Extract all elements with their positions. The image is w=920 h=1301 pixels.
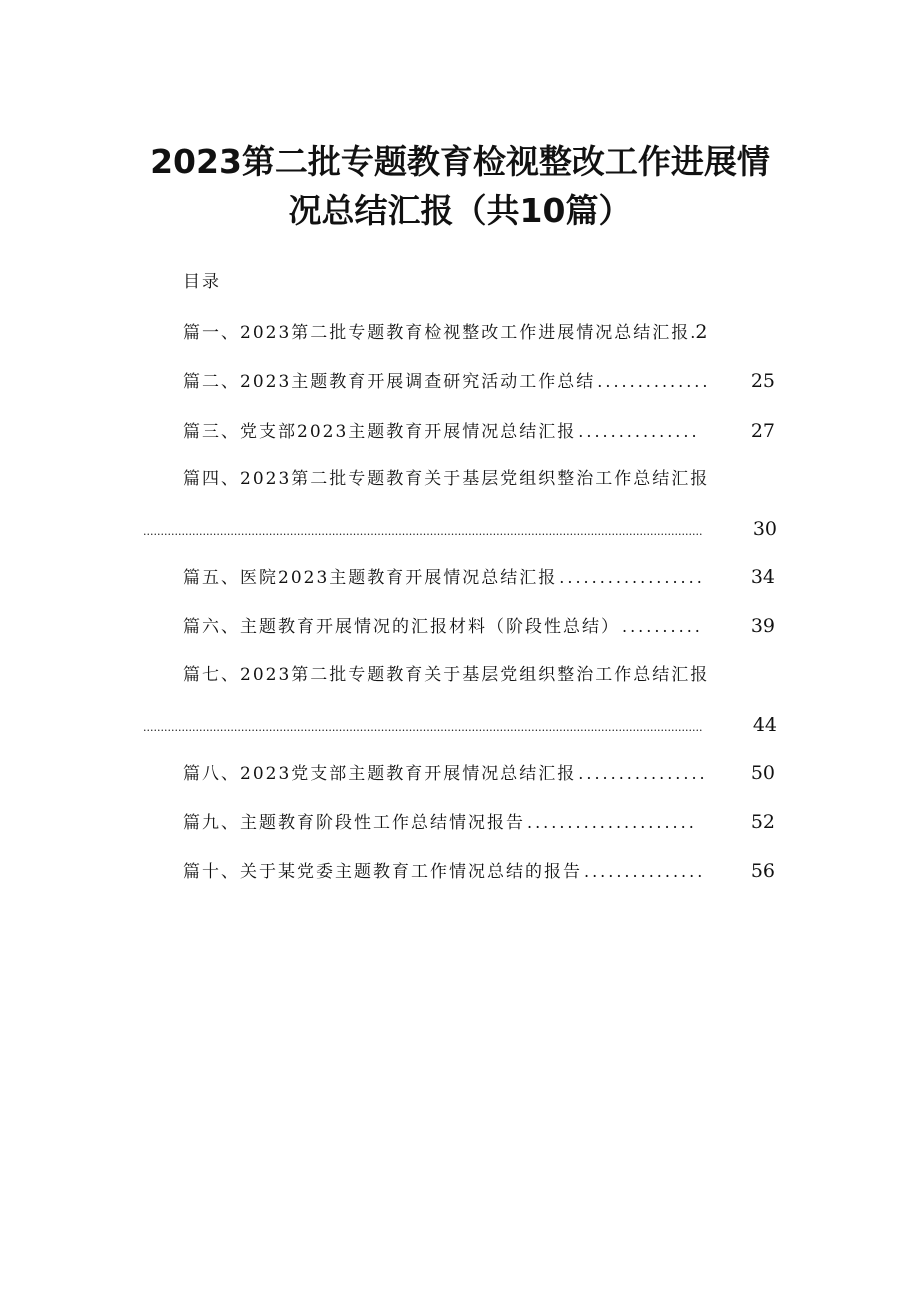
- toc-leader-dots: .....................: [527, 813, 697, 832]
- toc-page-number: 2: [695, 321, 708, 343]
- toc-entry-4-label[interactable]: 篇四、2023第二批专题教育关于基层党组织整治工作总结汇报: [183, 469, 710, 489]
- toc-entry-5[interactable]: [183, 564, 775, 590]
- toc-page-number: 30: [752, 518, 777, 540]
- toc-page-number: 27: [750, 420, 775, 442]
- toc-leader-dots: .: [690, 323, 696, 342]
- toc-leader-dots: ...............: [584, 862, 706, 881]
- toc-entry-6[interactable]: [183, 613, 775, 639]
- toc-entry-3[interactable]: [183, 418, 775, 444]
- toc-entry-label: 篇十、关于某党委主题教育工作情况总结的报告: [183, 862, 582, 882]
- toc-page-number: 25: [750, 370, 775, 392]
- toc-entry-label: 篇五、医院2023主题教育开展情况总结汇报: [183, 568, 558, 588]
- toc-page-number: 52: [750, 811, 775, 833]
- toc-entry-1[interactable]: [183, 319, 775, 345]
- document-title-line-2: 况总结汇报（共10篇）: [288, 191, 632, 230]
- toc-leader-dots: ..............: [597, 372, 711, 391]
- toc-leader-dots: ..........: [622, 617, 703, 636]
- toc-entry-10[interactable]: [183, 858, 775, 884]
- toc-entry-label: 篇六、主题教育开展情况的汇报材料（阶段性总结）: [183, 617, 620, 637]
- toc-entry-4-leader[interactable]: [143, 516, 777, 542]
- toc-entry-9[interactable]: [183, 809, 775, 835]
- toc-leader-dots: ...............: [578, 422, 700, 441]
- toc-leader-dots: ................................................................................................................................................................: [143, 721, 703, 734]
- toc-heading: 目录: [183, 272, 221, 292]
- toc-page-number: 39: [750, 615, 775, 637]
- toc-page-number: 44: [752, 714, 777, 736]
- toc-page-number: 34: [750, 566, 775, 588]
- toc-leader-dots: ..................: [559, 568, 705, 587]
- toc-entry-8[interactable]: [183, 760, 775, 786]
- toc-page-number: 50: [750, 762, 775, 784]
- toc-entry-7-label[interactable]: 篇七、2023第二批专题教育关于基层党组织整治工作总结汇报: [183, 665, 710, 685]
- toc-entry-label: 篇三、党支部2023主题教育开展情况总结汇报: [183, 422, 577, 442]
- toc-page-number: 56: [750, 860, 775, 882]
- toc-entry-label: 篇九、主题教育阶段性工作总结情况报告: [183, 813, 525, 833]
- toc-entry-2[interactable]: [183, 368, 775, 394]
- toc-entry-label: 篇一、2023第二批专题教育检视整改工作进展情况总结汇报: [183, 323, 691, 343]
- toc-entry-label: 篇二、2023主题教育开展调查研究活动工作总结: [183, 372, 596, 392]
- toc-entry-label: 篇八、2023党支部主题教育开展情况总结汇报: [183, 764, 577, 784]
- toc-leader-dots: ................................................................................................................................................................: [143, 525, 703, 538]
- document-title-line-1: 2023第二批专题教育检视整改工作进展情: [150, 142, 770, 181]
- toc-entry-7-leader[interactable]: [143, 712, 777, 738]
- toc-leader-dots: ................: [578, 764, 708, 783]
